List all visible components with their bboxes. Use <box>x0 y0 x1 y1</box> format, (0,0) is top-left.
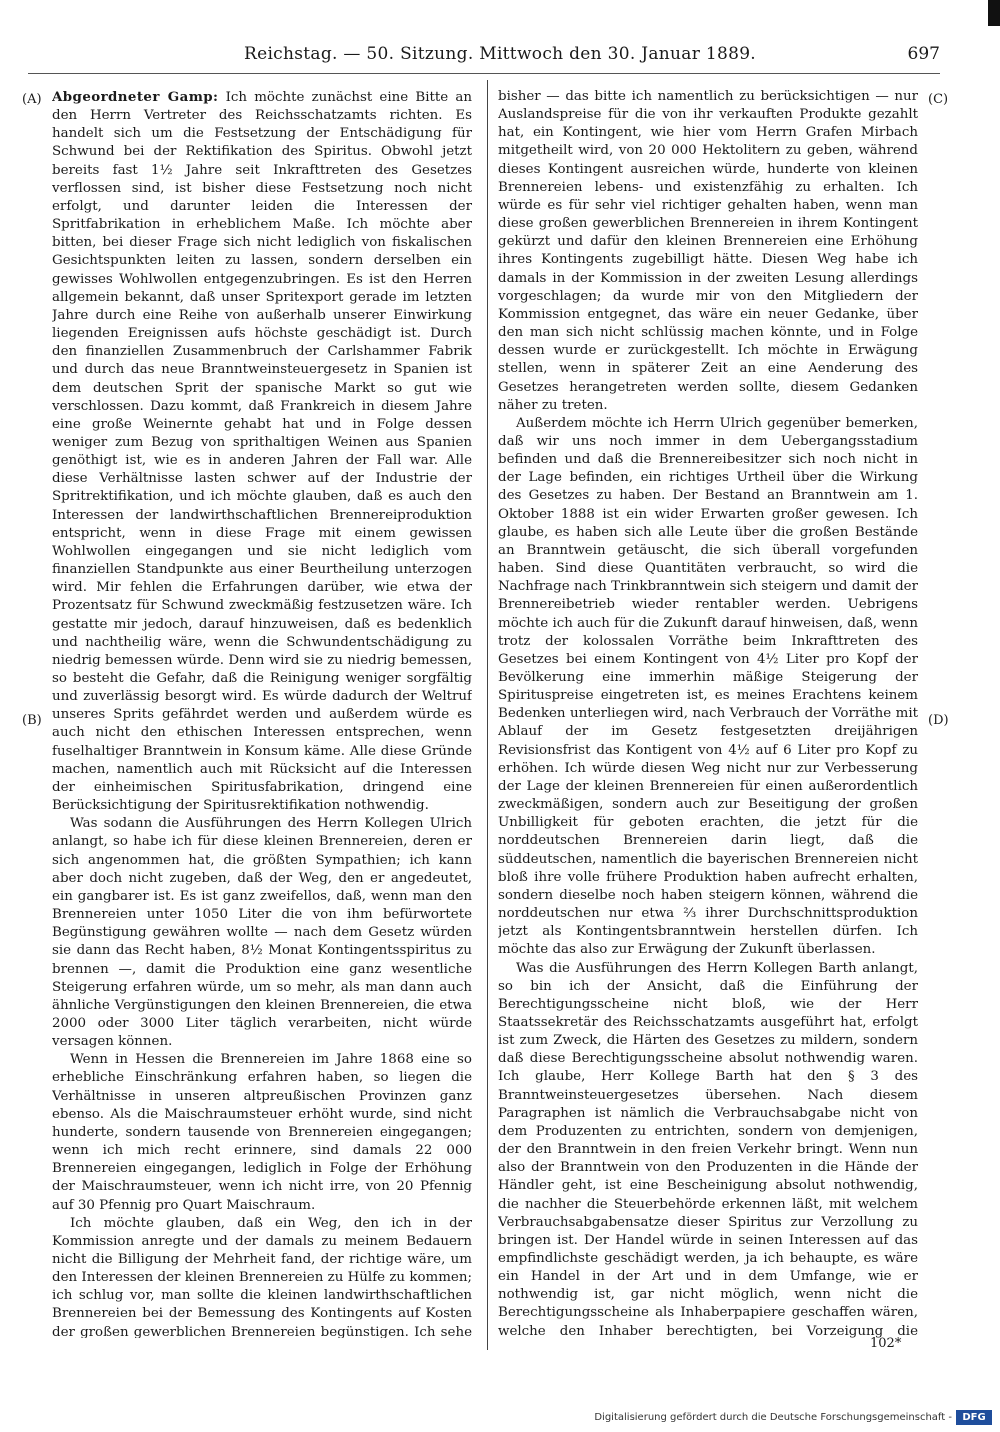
left-column <box>52 88 472 1338</box>
signature-mark: 102* <box>870 1336 902 1351</box>
page-header <box>60 44 940 68</box>
page-number: 697 <box>907 44 940 64</box>
digitization-credit: Digitalisierung gefördert durch die Deutsche Forschungsgemeinschaft - <box>594 1412 952 1423</box>
right-column <box>498 88 918 1338</box>
margin-mark-b: (B) <box>22 713 42 728</box>
paragraph-text: Ich möchte zunächst eine Bitte an den Herrn Vertreter des Reichsschatzamts richten. Es handelt sich um die Festsetzung der Entschädigung für Schwund bei der Rektifikation des Spiritus. Obwohl jetzt bereits fast 1½ Jahre seit Inkrafttreten des Gesetzes verflossen sind, ist bisher diese Festsetzung noch nicht erfolgt, und darunter leiden die Interessen der Spritfabrikation in erheblichem Maße. Ich möchte aber bitten, bei dieser Frage sich nicht lediglich von fiskalischen Gesichtspunkten leiten zu lassen, sondern derselben ein gewisses Wohlwollen entgegenzubringen. Es ist den Herren allgemein bekannt, daß unser Spritexport gerade im letzten Jahre durch eine Reihe von außerhalb unserer Einwirkung liegenden Ereignissen aufs höchste geschädigt ist. Durch den finanziellen Zusammenbruch der Carlshammer Fabrik und durch das neue Branntweinsteuergesetz in Spanien ist dem deutschen Sprit der spanische Markt so gut wie verschlossen. Dazu kommt, daß Frankreich in diesem Jahre eine große Weinernte gehabt hat und in Folge dessen weniger zum Bezug von sprithaltigen Weinen aus Spanien genöthigt ist, wie es in anderen Jahren der Fall war. Alle diese Verhältnisse lasten schwer auf der Industrie der Spritrektifikation, und ich möchte glauben, daß es auch den Interessen der landwirthschaftlichen Brennereiproduktion entspricht, wenn in diese Frage mit einem gewissen Wohlwollen eingegangen und sie nicht lediglich vom finanziellen Standpunkte aus einer Beurtheilung unterzogen wird. Mir fehlen die Erfahrungen darüber, wie etwa der Prozentsatz für Schwund zweckmäßig festzusetzen wäre. Ich gestatte mir jedoch, darauf hinzuweisen, daß es bedenklich und nachtheilig wäre, wenn die Schwundentschädigung zu niedrig bemessen würde. Denn wird sie zu niedrig bemessen, so besteht die Gefahr, daß die Reinigung weniger sorgfältig und zuverlässig besorgt wird. Es würde dadurch der Weltruf unseres Sprits gefährdet werden und außerdem würde es auch nicht den ethischen Interessen entsprechen, wenn fuselhaltiger Branntwein in Konsum käme. Alle diese Gründe machen, namentlich auch mit Rücksicht auf die Interessen der einheimischen Spiritusfabrikation, dringend eine Berücksichtigung der Spiritusrektifikation nothwendig. <box>52 90 472 814</box>
paragraph: Außerdem möchte ich Herrn Ulrich gegenüber bemerken, daß wir uns noch immer in dem Uebergangsstadium befinden und daß die Brennereibesitzer sich noch nicht in der Lage befinden, ein richtiges Urtheil über die Wirkung des Gesetzes zu haben. Der Bestand an Branntwein am 1. Oktober 1888 ist ein wider Erwarten großer gewesen. Ich glaube, es haben sich alle Leute über die großen Bestände an Branntwein getäuscht, die sich überall vorgefunden haben. Sind diese Quantitäten verbraucht, so wird die Nachfrage nach Trinkbranntwein sich steigern und damit der Brennereibetrieb wieder rentabler werden. Uebrigens möchte ich auch für die Zukunft darauf hinweisen, daß, wenn trotz der kolossalen Vorräthe beim Inkrafttreten des Gesetzes bei einem Kontingent von 4½ Liter pro Kopf der Bevölkerung eine immerhin mäßige Steigerung der Spirituspreise eingetreten ist, es meines Erachtens keinem Bedenken unterliegen wird, nach Verbrauch der Vorräthe mit Ablauf der im Gesetz festgesetzten dreijährigen Revisionsfrist das Kontigent von 4½ auf 6 Liter pro Kopf zu erhöhen. Ich würde diesen Weg nicht nur zur Verbesserung der Lage der kleinen Brennereien für einen außerordentlich zweckmäßigen, sondern auch zur Beseitigung der großen Unbilligkeit für geboten erachten, die jetzt für die norddeutschen Brennereien darin liegt, daß die süddeutschen, namentlich die bayerischen Brennereien nicht bloß ihre volle frühere Produktion haben aufrecht erhalten, sondern dieselbe noch haben steigern können, während die norddeutschen nur etwa ⅔ ihrer Durchschnittsproduktion jetzt als Kontingentsbranntwein herstellen dürfen. Ich möchte das also zur Erwägung der Zukunft überlassen. <box>498 415 918 958</box>
speaker-name: Abgeordneter Gamp: <box>52 89 219 105</box>
paragraph: Was sodann die Ausführungen des Herrn Kollegen Ulrich anlangt, so habe ich für diese kleinen Brennereien, deren er sich angenommen hat, die größten Sympathien; ich kann aber doch nicht zugeben, daß der Weg, den er angedeutet, ein gangbarer ist. Es ist ganz zweifellos, daß, wenn man den Brennereien unter 1050 Liter die von ihm befürwortete Begünstigung gewähren wollte — nach dem Gesetz würden sie dann das Recht haben, 8½ Monat Kontingentsspiritus zu brennen —, damit die Produktion eine ganz wesentliche Steigerung erfahren würde, um so mehr, als man dann auch ähnliche Vergünstigungen den kleinen Brennereien, die etwa 2000 oder 3000 Liter täglich verarbeiten, nicht würde versagen können. <box>52 816 472 1050</box>
running-head: Reichstag. — 50. Sitzung. Mittwoch den 30. Januar 1889. <box>243 44 757 64</box>
margin-mark-c: (C) <box>928 92 949 107</box>
dfg-logo: DFG <box>956 1410 992 1425</box>
paragraph: Was die Ausführungen des Herrn Kollegen Barth anlangt, so bin ich der Ansicht, daß die Einführung der Berechtigungsscheine nicht bloß, wie der Herr Staatssekretär des Reichsschatzamts ausgeführt hat, erfolgt ist zum Zweck, die Härten des Gesetzes zu mildern, sondern daß diese Berechtigungsscheine absolut nothwendig waren. Ich glaube, Herr Kollege Barth hat den § 3 des Branntweinsteuergesetzes übersehen. Nach diesem Paragraphen ist nämlich die Verbrauchsabgabe nicht von dem Produzenten zu entrichten, sondern von demjenigen, der den Branntwein in den freien Verkehr bringt. Wenn nun also der Branntwein von den Produzenten in die Hände der Händler geht, ist eine Bescheinigung absolut nothwendig, die nachher die Steuerbehörde erkennen läßt, mit welchem Verbrauchsabgabensatze dieser Spiritus zur Verzollung zu bringen ist. Der Handel würde in seinen Interessen auf das empfindlichste geschädigt werden, ja ich behaupte, es wäre ein Handel in der Art und in dem Umfange, wie er nothwendig ist, gar nicht möglich, wenn nicht die Berechtigungsscheine als Inhaberpapiere geschaffen wären, welche den Inhaber berechtigten, bei Vorzeigung die <box>498 960 918 1338</box>
paragraph: bisher — das bitte ich namentlich zu berücksichtigen — nur Auslandspreise für die von ihr verkauften Produkte gezahlt hat, ein Kontingent, wie hier vom Herrn Grafen Mirbach mitgetheilt wird, von 20 000 Hektolitern zu geben, während dieses Kontingent ausreichen würde, hunderte von kleinen Brennereien lebens- und existenzfähig zu erhalten. Ich würde es für sehr viel richtiger gehalten haben, wenn man diese großen gewerblichen Brennereien in ihrem Kontingent gekürzt und dafür den kleinen Brennereien eine Erhöhung ihres Kontingents zugebilligt hätte. Diesen Weg habe ich damals in der Kommission in der zweiten Lesung allerdings vorgeschlagen; da wurde mir von den Mitgliedern der Kommission entgegnet, das wäre ein neuer Gedanke, über den man sich nicht schlüssig machen könnte, und in Folge dessen wurde er zurückgestellt. Ich möchte in Erwägung stellen, wenn in späterer Zeit an eine Aenderung des Gesetzes herangetreten werden sollte, diesem Gedanken näher zu treten. <box>498 89 918 413</box>
margin-mark-d: (D) <box>928 713 949 728</box>
paragraph <box>52 88 472 815</box>
column-divider <box>487 80 488 1350</box>
header-rule <box>28 73 940 74</box>
margin-mark-a: (A) <box>22 92 42 107</box>
paragraph: Wenn in Hessen die Brennereien im Jahre 1868 eine so erhebliche Einschränkung erfahren haben, so liegen die Verhältnisse in unseren altpreußischen Provinzen ganz ebenso. Als die Maischraumsteuer erhöht wurde, sind nicht hunderte, sondern tausende von Brennereien eingegangen; wenn ich mich recht erinnere, sind damals 22 000 Brennereien eingegangen, lediglich in Folge der Erhöhung der Maischraumsteuer, wenn ich nicht irre, von 20 Pfennig auf 30 Pfennig pro Quart Maischraum. <box>52 1052 472 1213</box>
paragraph: Ich möchte glauben, daß ein Weg, den ich in der Kommission anregte und der damals zu meinem Bedauern nicht die Billigung der Mehrheit fand, der richtige wäre, um den Interessen der kleinen Brennereien zu Hülfe zu kommen; ich schlug vor, man sollte die kleinen landwirthschaftlichen Brennereien bei der Bemessung des Kontingents auf Kosten der großen gewerblichen Brennereien begünstigen. Ich sehe <box>52 1215 472 1338</box>
scan-corner-mark <box>988 0 1000 26</box>
